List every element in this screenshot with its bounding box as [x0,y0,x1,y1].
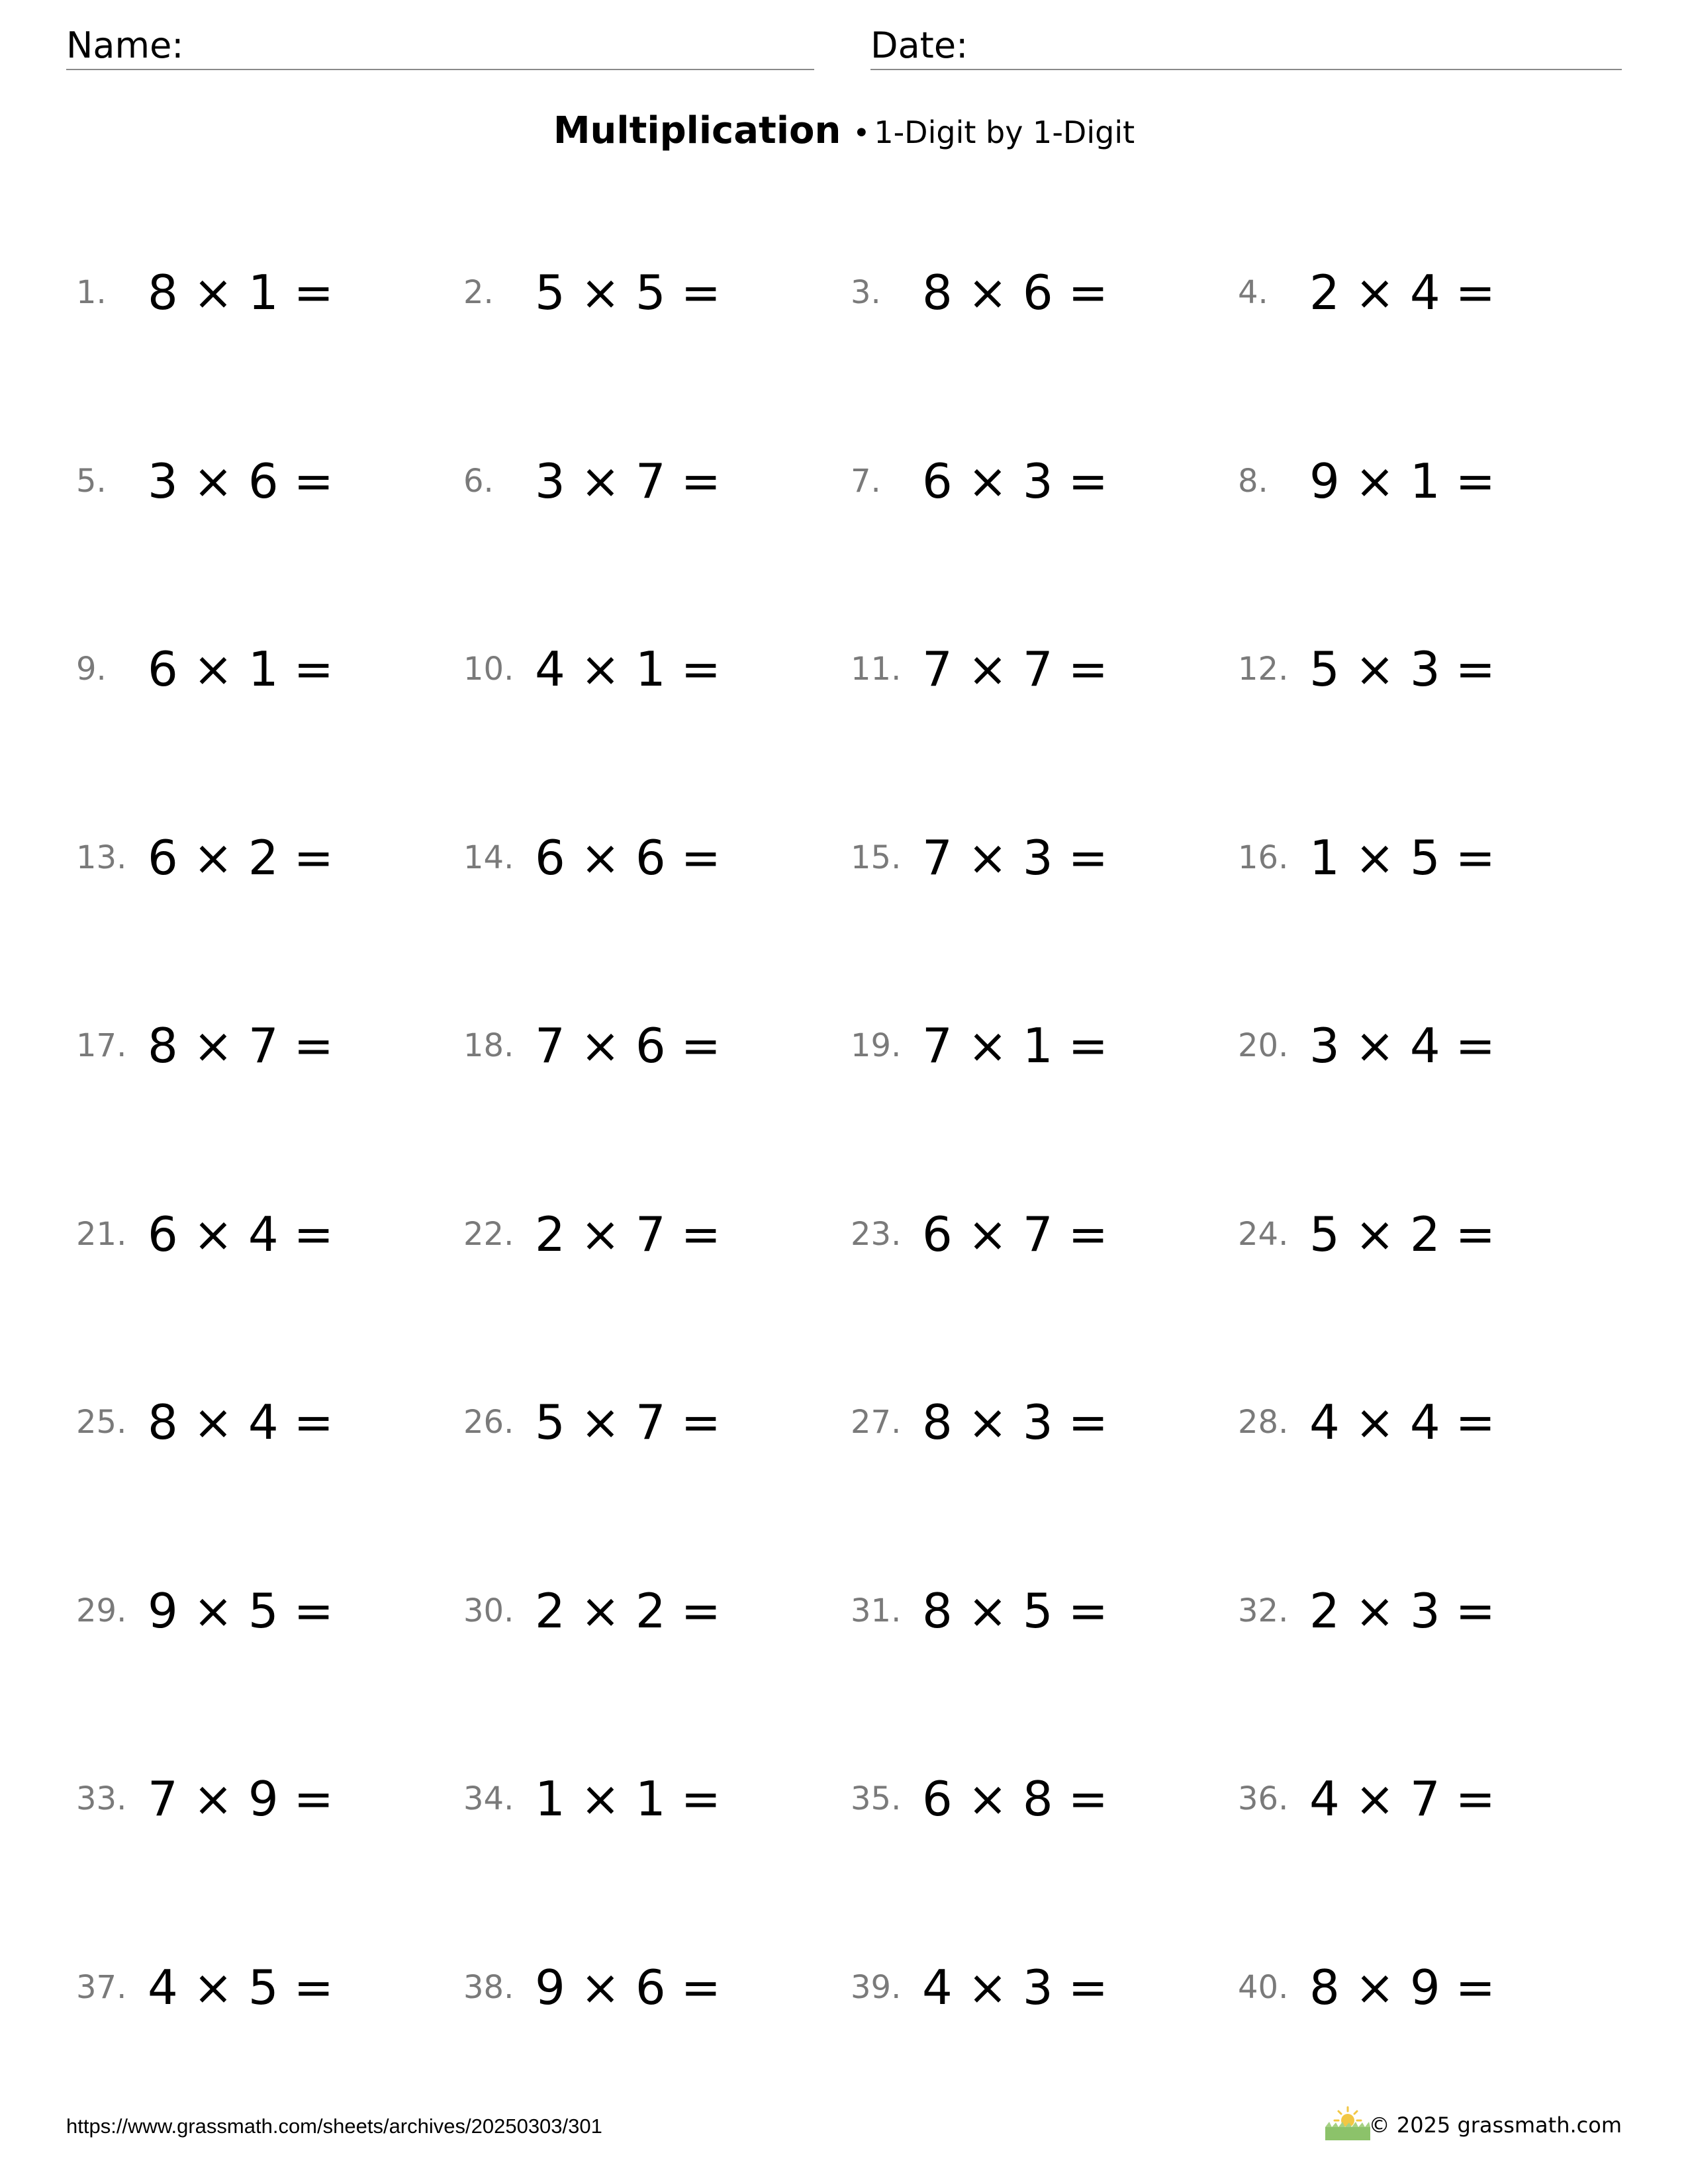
problem-expression: 6 × 8 = [922,1771,1108,1827]
problem-expression: 4 × 1 = [535,641,721,697]
problem-item [1238,1752,1609,1845]
grass-sun-logo-icon [1324,2105,1372,2142]
problem-item [76,1941,447,2034]
problem-item [1238,999,1609,1092]
problem-number: 14. [463,839,514,876]
problem-number: 10. [463,651,514,688]
problem-item [463,999,834,1092]
problem-number: 29. [76,1592,127,1629]
problem-expression: 7 × 7 = [922,641,1108,697]
name-field[interactable] [66,23,814,70]
problem-expression: 7 × 6 = [535,1018,721,1073]
problem-number: 2. [463,274,494,311]
problem-expression: 6 × 3 = [922,453,1108,509]
problem-number: 21. [76,1215,127,1253]
problem-number: 23. [851,1215,902,1253]
problem-expression: 6 × 6 = [535,829,721,886]
problem-item [851,999,1221,1092]
problem-item [463,1941,834,2034]
problem-item [1238,1188,1609,1281]
date-field[interactable] [870,23,1622,70]
problem-item [851,1376,1221,1469]
problem-expression: 7 × 9 = [148,1771,334,1827]
problem-number: 13. [76,839,127,876]
problem-item [463,623,834,715]
problem-expression: 1 × 1 = [535,1771,721,1827]
name-label: Name: [66,24,184,66]
problem-number: 16. [1238,839,1289,876]
problem-number: 40. [1238,1968,1289,2006]
problem-expression: 8 × 5 = [922,1582,1108,1639]
problem-number: 37. [76,1968,127,2006]
problem-item [851,1188,1221,1281]
problem-number: 17. [76,1027,127,1064]
problem-expression: 4 × 3 = [922,1959,1108,2015]
problem-number: 22. [463,1215,514,1253]
problem-number: 39. [851,1968,902,2006]
title-main: Multiplication [553,109,841,152]
problem-number: 8. [1238,462,1268,500]
problem-expression: 5 × 5 = [535,265,721,320]
problem-number: 7. [851,462,881,500]
problem-expression: 5 × 7 = [535,1394,721,1450]
problem-expression: 6 × 4 = [148,1206,334,1262]
problem-item [463,1376,834,1469]
problem-number: 27. [851,1404,902,1441]
problem-expression: 5 × 2 = [1309,1206,1495,1262]
problem-number: 34. [463,1780,514,1817]
problem-expression: 7 × 1 = [922,1018,1108,1073]
problem-item [463,1188,834,1281]
problem-number: 9. [76,651,107,688]
problem-expression: 4 × 5 = [148,1959,334,2015]
problem-expression: 8 × 3 = [922,1394,1108,1450]
problem-item [76,435,447,527]
problem-item [1238,623,1609,715]
problem-item [851,811,1221,904]
problem-number: 19. [851,1027,902,1064]
worksheet-title [0,105,1688,166]
problem-number: 15. [851,839,902,876]
problem-expression: 3 × 7 = [535,453,721,509]
problem-item [463,1752,834,1845]
problem-expression: 8 × 6 = [922,265,1108,320]
problem-item [76,623,447,715]
problem-number: 25. [76,1404,127,1441]
problem-item [851,1752,1221,1845]
problem-number: 6. [463,462,494,500]
problem-number: 12. [1238,651,1289,688]
problem-number: 18. [463,1027,514,1064]
problem-number: 30. [463,1592,514,1629]
problem-number: 5. [76,462,107,500]
problem-item [76,246,447,339]
problem-expression: 1 × 5 = [1309,829,1495,886]
problem-expression: 3 × 4 = [1309,1018,1495,1073]
problem-item [1238,811,1609,904]
title-separator: • [853,116,870,150]
problem-expression: 4 × 4 = [1309,1394,1495,1450]
problem-item [76,999,447,1092]
problem-item [1238,1941,1609,2034]
grass-icon [1325,2122,1370,2140]
date-label: Date: [870,24,968,66]
problem-item [76,811,447,904]
problem-item [851,435,1221,527]
problem-expression: 8 × 7 = [148,1018,334,1073]
problem-expression: 8 × 1 = [148,265,334,320]
problem-number: 28. [1238,1404,1289,1441]
problem-number: 35. [851,1780,902,1817]
problem-expression: 9 × 5 = [148,1582,334,1639]
problem-expression: 4 × 7 = [1309,1771,1495,1827]
problem-number: 11. [851,651,902,688]
problem-number: 3. [851,274,881,311]
problem-item [463,1565,834,1657]
problem-number: 26. [463,1404,514,1441]
problem-expression: 6 × 7 = [922,1206,1108,1262]
problem-item [851,246,1221,339]
problem-expression: 2 × 3 = [1309,1582,1495,1639]
problem-item [76,1188,447,1281]
problem-number: 31. [851,1592,902,1629]
problem-item [851,1565,1221,1657]
problem-item [1238,246,1609,339]
problem-expression: 9 × 1 = [1309,453,1495,509]
problem-expression: 5 × 3 = [1309,641,1495,697]
problem-grid [0,246,1688,2139]
problem-expression: 8 × 4 = [148,1394,334,1450]
problem-item [463,435,834,527]
problem-number: 24. [1238,1215,1289,1253]
problem-item [76,1565,447,1657]
problem-number: 20. [1238,1027,1289,1064]
title-subtitle: 1-Digit by 1-Digit [874,114,1135,150]
problem-expression: 6 × 2 = [148,829,334,886]
problem-item [463,811,834,904]
problem-item [76,1752,447,1845]
problem-number: 33. [76,1780,127,1817]
problem-expression: 2 × 2 = [535,1582,721,1639]
problem-number: 4. [1238,274,1268,311]
problem-number: 36. [1238,1780,1289,1817]
problem-item [1238,435,1609,527]
problem-item [1238,1376,1609,1469]
footer-copyright: © 2025 grassmath.com [1368,2113,1622,2138]
problem-expression: 8 × 9 = [1309,1959,1495,2015]
footer-url[interactable]: https://www.grassmath.com/sheets/archives/20250303/301 [66,2115,602,2138]
problem-item [463,246,834,339]
problem-expression: 3 × 6 = [148,453,334,509]
problem-number: 38. [463,1968,514,2006]
problem-expression: 7 × 3 = [922,829,1108,886]
problem-expression: 9 × 6 = [535,1959,721,2015]
problem-item [851,1941,1221,2034]
problem-number: 32. [1238,1592,1289,1629]
problem-item [851,623,1221,715]
problem-expression: 6 × 1 = [148,641,334,697]
problem-item [76,1376,447,1469]
problem-expression: 2 × 4 = [1309,265,1495,320]
problem-item [1238,1565,1609,1657]
problem-expression: 2 × 7 = [535,1206,721,1262]
problem-number: 1. [76,274,107,311]
